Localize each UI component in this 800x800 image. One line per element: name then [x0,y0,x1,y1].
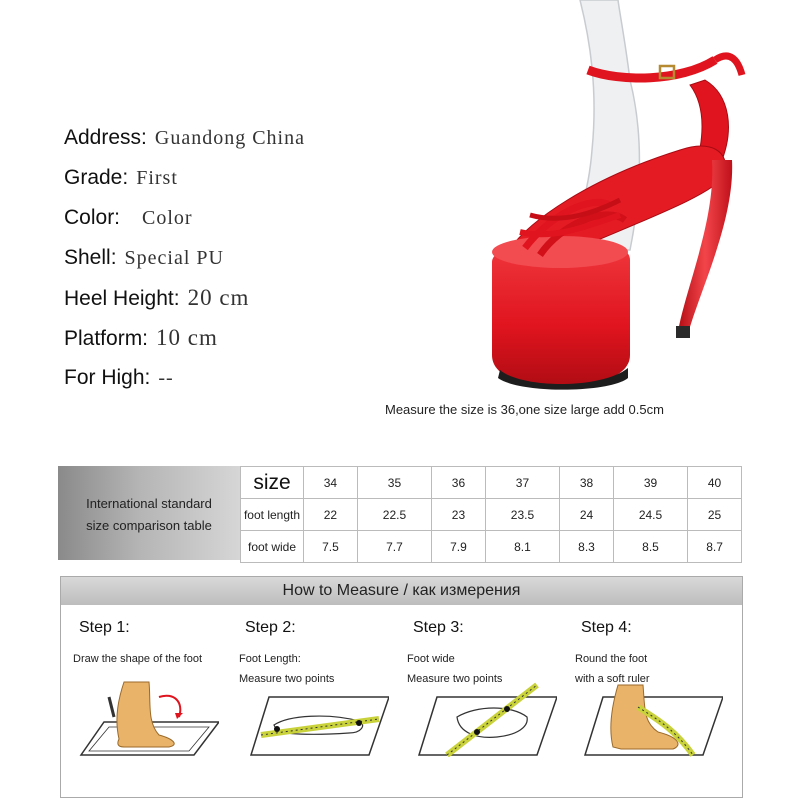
spec-list [64,118,305,398]
table-cell: 23.5 [485,499,559,531]
product-image [480,0,770,395]
spec-label: Address: [64,126,147,149]
spec-value: Guandong China [154,127,305,149]
step-text: Draw the shape of the foot [73,653,203,665]
size-row [241,467,742,499]
spec-grade [64,158,305,198]
round-foot-illustration [583,677,723,757]
table-cell: 8.5 [613,531,687,563]
step-text: Measure two points [407,673,503,685]
step-1 [67,619,227,669]
table-cell: 7.5 [304,531,358,563]
table-cell: 8.7 [688,531,742,563]
row-header: size [241,467,304,499]
foot-wide-row [241,531,742,563]
size-note: Measure the size is 36,one size large add 0.5cm [385,402,664,417]
spec-label: Color: [64,206,121,229]
spec-color [64,198,305,238]
row-header: foot length [241,499,304,531]
table-cell: 37 [485,467,559,499]
spec-for-high [64,358,305,398]
spec-value: 10 cm [156,325,218,350]
table-cell: 8.1 [485,531,559,563]
table-cell: 7.9 [432,531,486,563]
table-cell: 39 [613,467,687,499]
row-header: foot wide [241,531,304,563]
step-text: Foot wide [407,653,455,665]
table-cell: 24 [560,499,614,531]
spec-value: 20 cm [187,285,250,310]
table-cell: 8.3 [560,531,614,563]
foot-length-illustration [249,677,389,757]
spec-label: Shell: [64,246,117,269]
size-table [240,466,742,563]
table-cell: 22.5 [357,499,431,531]
table-cell: 36 [432,467,486,499]
table-cell: 22 [304,499,358,531]
spec-label: Grade: [64,166,129,189]
foot-outline-illustration [79,677,219,757]
spec-value: -- [158,367,174,389]
table-cell: 25 [688,499,742,531]
size-table-label-line2: size comparison table [86,518,212,533]
step-text: with a soft ruler [575,673,650,685]
table-cell: 7.7 [357,531,431,563]
spec-shell [64,238,305,278]
step-text: Round the foot [575,653,648,665]
spec-value: Color [142,207,193,229]
spec-label: For High: [64,366,151,389]
table-cell: 24.5 [613,499,687,531]
table-cell: 40 [688,467,742,499]
step-text: Foot Length: [239,653,301,665]
step-title: Step 1: [79,619,130,636]
spec-label: Heel Height: [64,287,180,310]
foot-length-row [241,499,742,531]
table-cell: 34 [304,467,358,499]
foot-width-illustration [417,677,557,757]
step-title: Step 4: [581,619,632,636]
measure-header: How to Measure / как измерения [61,577,742,605]
table-cell: 23 [432,499,486,531]
step-text: Measure two points [239,673,335,685]
spec-platform [64,318,305,358]
table-cell: 35 [357,467,431,499]
size-comparison [58,466,742,560]
how-to-measure [60,576,743,798]
spec-value: First [136,167,178,189]
spec-address [64,118,305,158]
size-table-label [58,466,240,560]
table-cell: 38 [560,467,614,499]
spec-value: Special PU [124,247,224,269]
size-table-label-line1: International standard [86,496,212,511]
foot-icon [117,682,174,747]
step-title: Step 3: [413,619,464,636]
step-title: Step 2: [245,619,296,636]
spec-heel-height [64,278,305,318]
spec-label: Platform: [64,327,149,350]
